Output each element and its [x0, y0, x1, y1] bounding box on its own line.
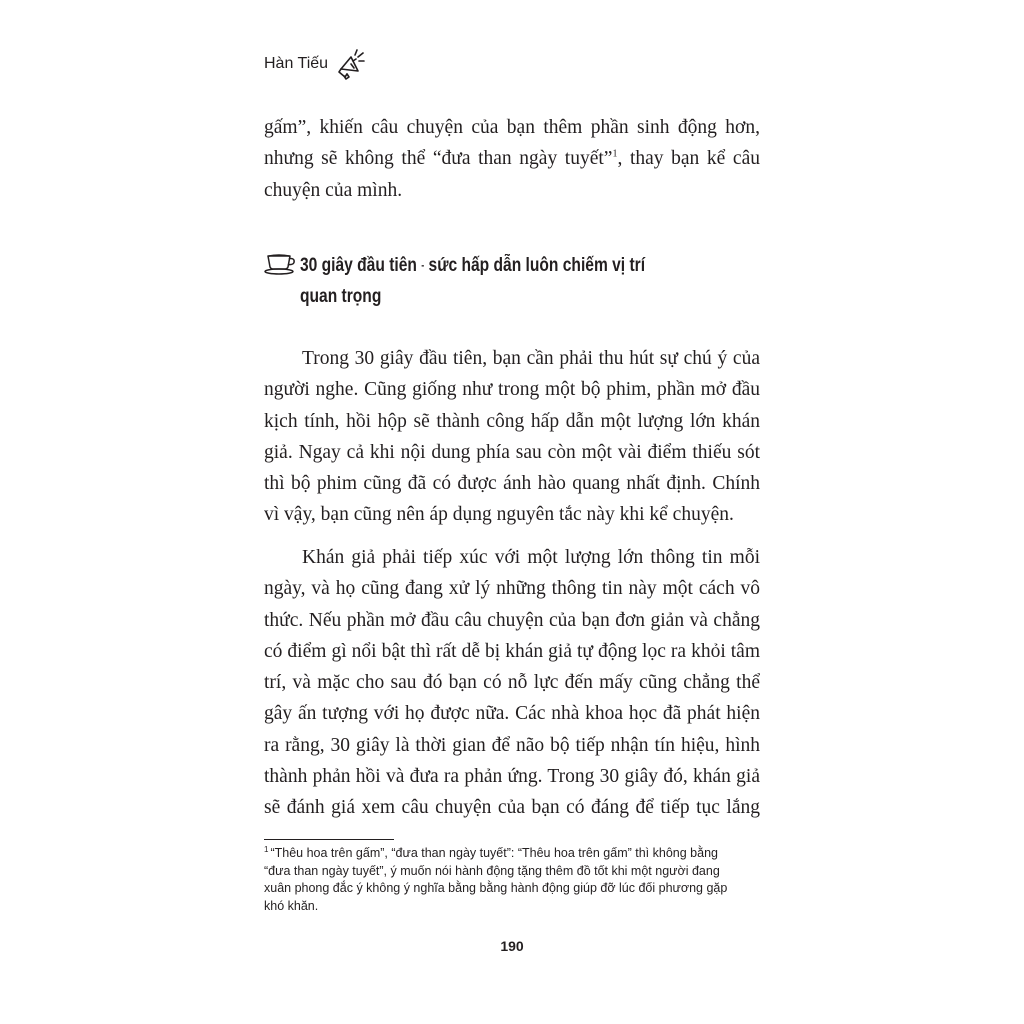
paragraph-2 [264, 542, 760, 824]
continued-line-2-text: nhưng sẽ không thể “đưa than ngày tuyết” [264, 148, 613, 170]
section-title-part1: 30 giây đầu tiên [300, 255, 417, 276]
megaphone-icon [336, 47, 366, 81]
footnote-rule [264, 839, 394, 840]
footnote-line-1-text: “Thêu hoa trên gấm”, “đưa than ngày tuyết”: “Thêu hoa trên gấm” thì không bằng [270, 846, 718, 860]
section-title-line2: quan trọng [300, 286, 382, 308]
continued-line-2-tail: , thay bạn kể câu [617, 148, 760, 170]
continued-line-3: chuyện của mình. [264, 179, 403, 201]
p2-line-6: gây ấn tượng với họ được nữa. Các nhà khoa học đã phát hiện [264, 703, 760, 725]
paragraph-1 [264, 343, 760, 531]
p2-line-4: có điểm gì nổi bật thì rất dễ bị khán giả tự động lọc ra khỏi tâm [264, 640, 760, 662]
footnote-line-4: khó khăn. [264, 898, 319, 913]
p2-line-5: trí, và mặc cho sau đó bạn có nỗ lực đến mấy cũng chẳng thể [264, 672, 760, 694]
running-head [264, 44, 366, 84]
p1-line-5: thì bộ phim cũng đã có được ánh hào quang nhất định. Chính [264, 473, 760, 495]
running-head-author: Hàn Tiếu [264, 55, 329, 72]
p2-line-3: thức. Nếu phần mở đầu câu chuyện của bạn đơn giản và chẳng [264, 609, 760, 631]
p1-line-4: giả. Ngay cả khi nội dung phía sau còn một vài điểm thiếu sót [264, 441, 760, 463]
p2-line-9: sẽ đánh giá xem câu chuyện của bạn có đáng để tiếp tục lắng [264, 797, 760, 819]
page-number: 190 [500, 938, 524, 954]
continued-line-1: gấm”, khiến câu chuyện của bạn thêm phần sinh động hơn, [264, 117, 760, 138]
section-heading [264, 250, 721, 312]
p2-line-8: thành phản hồi và đưa ra phản ứng. Trong 30 giây đó, khán giả [264, 766, 760, 788]
p1-line-1: Trong 30 giây đầu tiên, bạn cần phải thu hút sự chú ý của [302, 348, 760, 369]
section-title-part2: sức hấp dẫn luôn chiếm vị trí [428, 255, 646, 276]
coffee-cup-icon [264, 250, 298, 276]
footnote-mark: 1 [264, 844, 269, 854]
footnote [264, 845, 760, 915]
continued-paragraph [264, 112, 760, 206]
p2-line-2: ngày, và họ cũng đang xử lý những thông tin này một cách vô [264, 578, 760, 600]
continued-line-2 [264, 143, 760, 174]
p1-line-3: kịch tính, hồi hộp sẽ thành công hấp dẫn một lượng lớn khán [264, 410, 760, 432]
footnote-line-2: “đưa than ngày tuyết”, ý muốn nói hành động tặng thêm đồ tốt khi một người đang [264, 863, 720, 878]
p2-line-7: ra rằng, 30 giây là thời gian để não bộ tiếp nhận tín hiệu, hình [264, 734, 760, 756]
section-title-dash: - [421, 259, 425, 272]
footnote-line-3: xuân phong đắc ý không ý nghĩa bằng bằng hành động giúp đỡ lúc đối phương gặp [264, 881, 728, 895]
p2-line-1: Khán giả phải tiếp xúc với một lượng lớn thông tin mỗi [302, 547, 760, 568]
footnote-ref[interactable]: 1 [612, 148, 618, 160]
p1-line-6: vì vậy, bạn cũng nên áp dụng nguyên tắc này khi kể chuyện. [264, 504, 734, 526]
footnote-line-1 [264, 845, 760, 863]
p1-line-2: người nghe. Cũng giống như trong một bộ phim, phần mở đầu [264, 379, 760, 401]
section-title [300, 250, 645, 312]
